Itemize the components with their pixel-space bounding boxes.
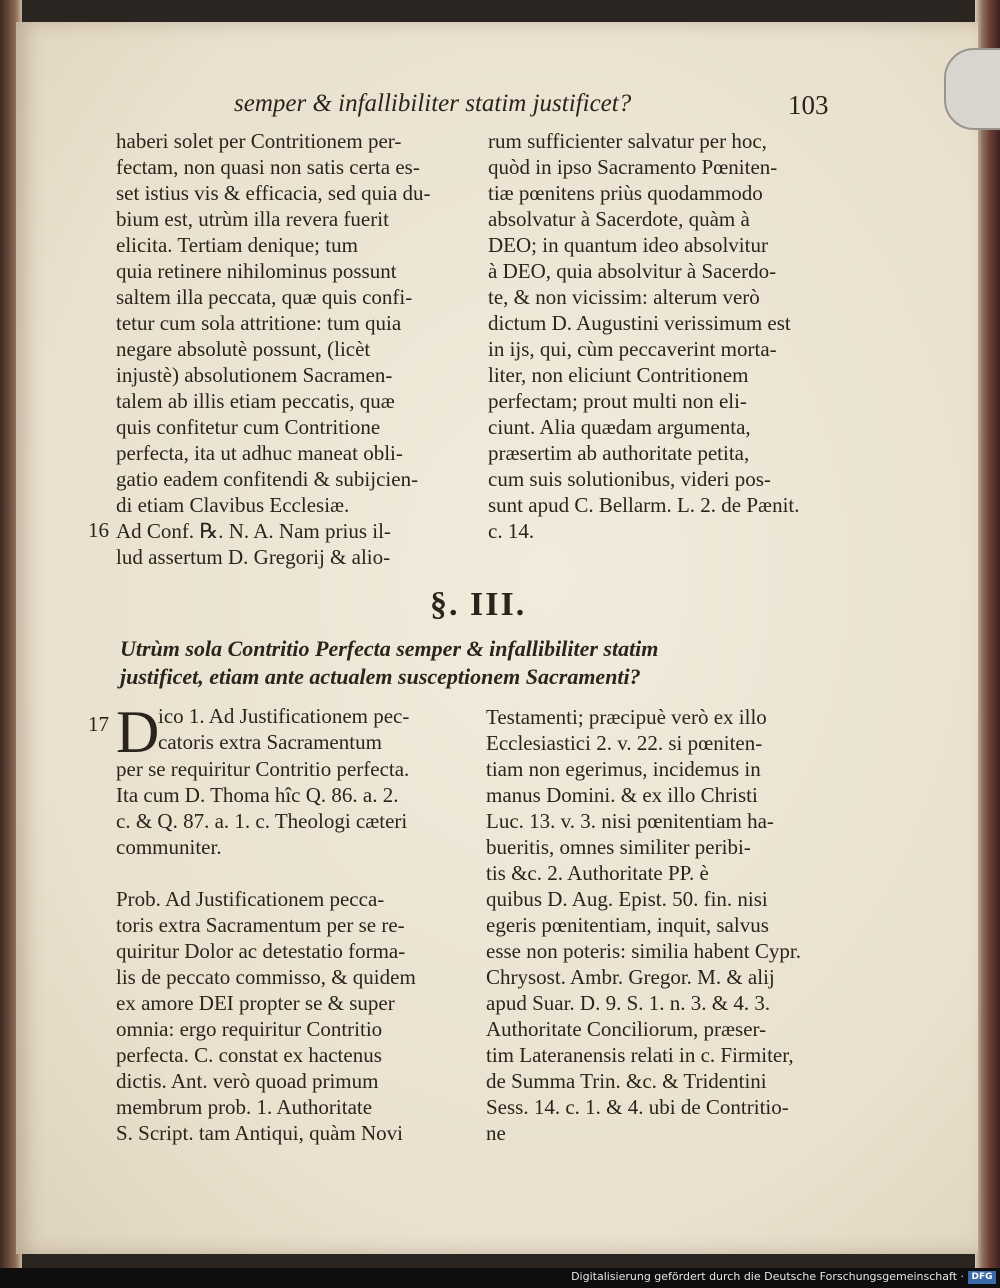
- top-left-column-line: elicita. Tertiam denique; tum: [116, 233, 358, 257]
- top-right-column-line: tiæ pœnitens priùs quodammodo: [488, 181, 763, 205]
- top-left-column-line: saltem illa peccata, quæ quis confi-: [116, 285, 413, 309]
- bottom-left-column-line: omnia: ergo requiritur Contritio: [116, 1017, 383, 1041]
- bottom-right-column-line: tiam non egerimus, incidemus in: [486, 757, 761, 781]
- top-left-column-line: set istius vis & efficacia, sed quia du-: [116, 181, 431, 205]
- top-right-column-line: in ijs, qui, cùm peccaverint morta-: [488, 337, 777, 361]
- bottom-left-column-line: perfecta. C. constat ex hactenus: [116, 1043, 382, 1067]
- top-left-column-line: gatio eadem confitendi & subijcien-: [116, 467, 419, 491]
- bottom-right-column-line: Luc. 13. v. 3. nisi pœnitentiam ha-: [486, 809, 774, 833]
- dropcap-line-1: ico 1. Ad Justificationem pec-: [158, 704, 410, 728]
- bottom-left-column-line: communiter.: [116, 835, 222, 859]
- top-left-column-line: fectam, non quasi non satis certa es-: [116, 155, 420, 179]
- running-title: semper & infallibiliter statim justificet?: [234, 90, 632, 117]
- bottom-right-column-line: esse non poteris: similia habent Cypr.: [486, 939, 801, 963]
- bottom-right-column-line: ne: [486, 1121, 506, 1145]
- bottom-left-column-line: dictis. Ant. verò quoad primum: [116, 1069, 379, 1093]
- bottom-right-column-line: Testamenti; præcipuè verò ex illo: [486, 705, 767, 729]
- dfg-logo: DFG: [968, 1271, 996, 1284]
- top-right-column-line: liter, non eliciunt Contritionem: [488, 363, 749, 387]
- top-right-column-line: sunt apud C. Bellarm. L. 2. de Pænit.: [488, 493, 800, 517]
- book-clasp: [944, 48, 1000, 130]
- section-heading: §. III.: [430, 586, 527, 623]
- top-left-column-line: di etiam Clavibus Ecclesiæ.: [116, 493, 350, 517]
- bottom-left-column-line: [116, 860, 416, 886]
- bottom-right-column: [486, 704, 801, 1146]
- top-left-column-line: bium est, utrùm illa revera fuerit: [116, 207, 389, 231]
- bottom-right-column-line: quibus D. Aug. Epist. 50. fin. nisi: [486, 887, 768, 911]
- bottom-right-column-line: Authoritate Conciliorum, præser-: [486, 1017, 767, 1041]
- top-left-column-line: quia retinere nihilominus possunt: [116, 259, 397, 283]
- top-right-column-line: DEO; in quantum ideo absolvitur: [488, 233, 768, 257]
- bottom-left-column-line: toris extra Sacramentum per se re-: [116, 913, 405, 937]
- margin-number-17: 17: [88, 712, 109, 736]
- top-right-column-line: te, & non vicissim: alterum verò: [488, 285, 760, 309]
- bottom-right-column-line: Ecclesiastici 2. v. 22. si pœniten-: [486, 731, 763, 755]
- top-left-column-line: injustè) absolutionem Sacramen-: [116, 363, 393, 387]
- bottom-right-column-line: tim Lateranensis relati in c. Firmiter,: [486, 1043, 794, 1067]
- section-subtitle-line-1: Utrùm sola Contritio Perfecta semper & infallibiliter statim: [120, 636, 659, 661]
- bottom-left-column-line: membrum prob. 1. Authoritate: [116, 1095, 373, 1119]
- top-right-column-line: rum sufficienter salvatur per hoc,: [488, 129, 767, 153]
- section-subtitle-line-2: justificet, etiam ante actualem susceptionem Sacramenti?: [120, 664, 641, 689]
- bottom-left-column-line: quiritur Dolor ac detestatio forma-: [116, 939, 406, 963]
- book-right-edge: [975, 0, 1000, 1268]
- bottom-right-column-line: bueritis, omnes similiter peribi-: [486, 835, 751, 859]
- bottom-right-column-line: Sess. 14. c. 1. & 4. ubi de Contritio-: [486, 1095, 789, 1119]
- top-right-column-line: ciunt. Alia quædam argumenta,: [488, 415, 751, 439]
- top-right-column-line: c. 14.: [488, 519, 535, 543]
- bottom-left-column-line: per se requiritur Contritio perfecta.: [116, 757, 410, 781]
- book-page: [16, 22, 978, 1254]
- top-left-column-line: quis confitetur cum Contritione: [116, 415, 381, 439]
- top-left-column-line: Ad Conf. ℞. N. A. Nam prius il-: [116, 519, 391, 543]
- page-number: 103: [788, 90, 829, 120]
- top-right-column-line: absolvatur à Sacerdote, quàm à: [488, 207, 750, 231]
- bottom-left-column-line: Ita cum D. Thoma hîc Q. 86. a. 2.: [116, 783, 399, 807]
- top-left-column-line: negare absolutè possunt, (licèt: [116, 337, 371, 361]
- dropcap-letter: D: [116, 699, 160, 765]
- bottom-right-column-line: apud Suar. D. 9. S. 1. n. 3. & 4. 3.: [486, 991, 771, 1015]
- top-left-column: [116, 128, 431, 570]
- bottom-right-column-line: tis &c. 2. Authoritate PP. è: [486, 861, 709, 885]
- bottom-left-column-line: c. & Q. 87. a. 1. c. Theologi cæteri: [116, 809, 408, 833]
- margin-number-16: 16: [88, 518, 109, 542]
- bottom-left-column-line: S. Script. tam Antiqui, quàm Novi: [116, 1121, 403, 1145]
- top-left-column-line: lud assertum D. Gregorij & alio-: [116, 545, 391, 569]
- top-right-column-line: cum suis solutionibus, videri pos-: [488, 467, 771, 491]
- bottom-right-column-line: egeris pœnitentiam, inquit, salvus: [486, 913, 769, 937]
- top-right-column-line: quòd in ipso Sacramento Pœniten-: [488, 155, 778, 179]
- top-left-column-line: haberi solet per Contritionem per-: [116, 129, 402, 153]
- top-left-column-line: perfecta, ita ut adhuc maneat obli-: [116, 441, 403, 465]
- bottom-right-column-line: manus Domini. & ex illo Christi: [486, 783, 758, 807]
- top-right-column: [488, 128, 799, 544]
- bottom-left-column-line: Prob. Ad Justificationem pecca-: [116, 887, 385, 911]
- dropcap-line-2: catoris extra Sacramentum: [158, 730, 382, 754]
- top-left-column-line: tetur cum sola attritione: tum quia: [116, 311, 402, 335]
- bottom-left-column: [116, 756, 416, 1146]
- bottom-left-column-line: lis de peccato commisso, & quidem: [116, 965, 416, 989]
- footer-credit: Digitalisierung gefördert durch die Deutsche Forschungsgemeinschaft ·: [571, 1270, 964, 1283]
- top-right-column-line: præsertim ab authoritate petita,: [488, 441, 750, 465]
- footer-bar: [0, 1268, 1000, 1288]
- bottom-right-column-line: Chrysost. Ambr. Gregor. M. & alij: [486, 965, 775, 989]
- top-right-column-line: dictum D. Augustini verissimum est: [488, 311, 791, 335]
- top-right-column-line: à DEO, quia absolvitur à Sacerdo-: [488, 259, 777, 283]
- top-right-column-line: perfectam; prout multi non eli-: [488, 389, 747, 413]
- top-left-column-line: talem ab illis etiam peccatis, quæ: [116, 389, 395, 413]
- bottom-right-column-line: de Summa Trin. &c. & Tridentini: [486, 1069, 767, 1093]
- bottom-left-column-line: ex amore DEI propter se & super: [116, 991, 395, 1015]
